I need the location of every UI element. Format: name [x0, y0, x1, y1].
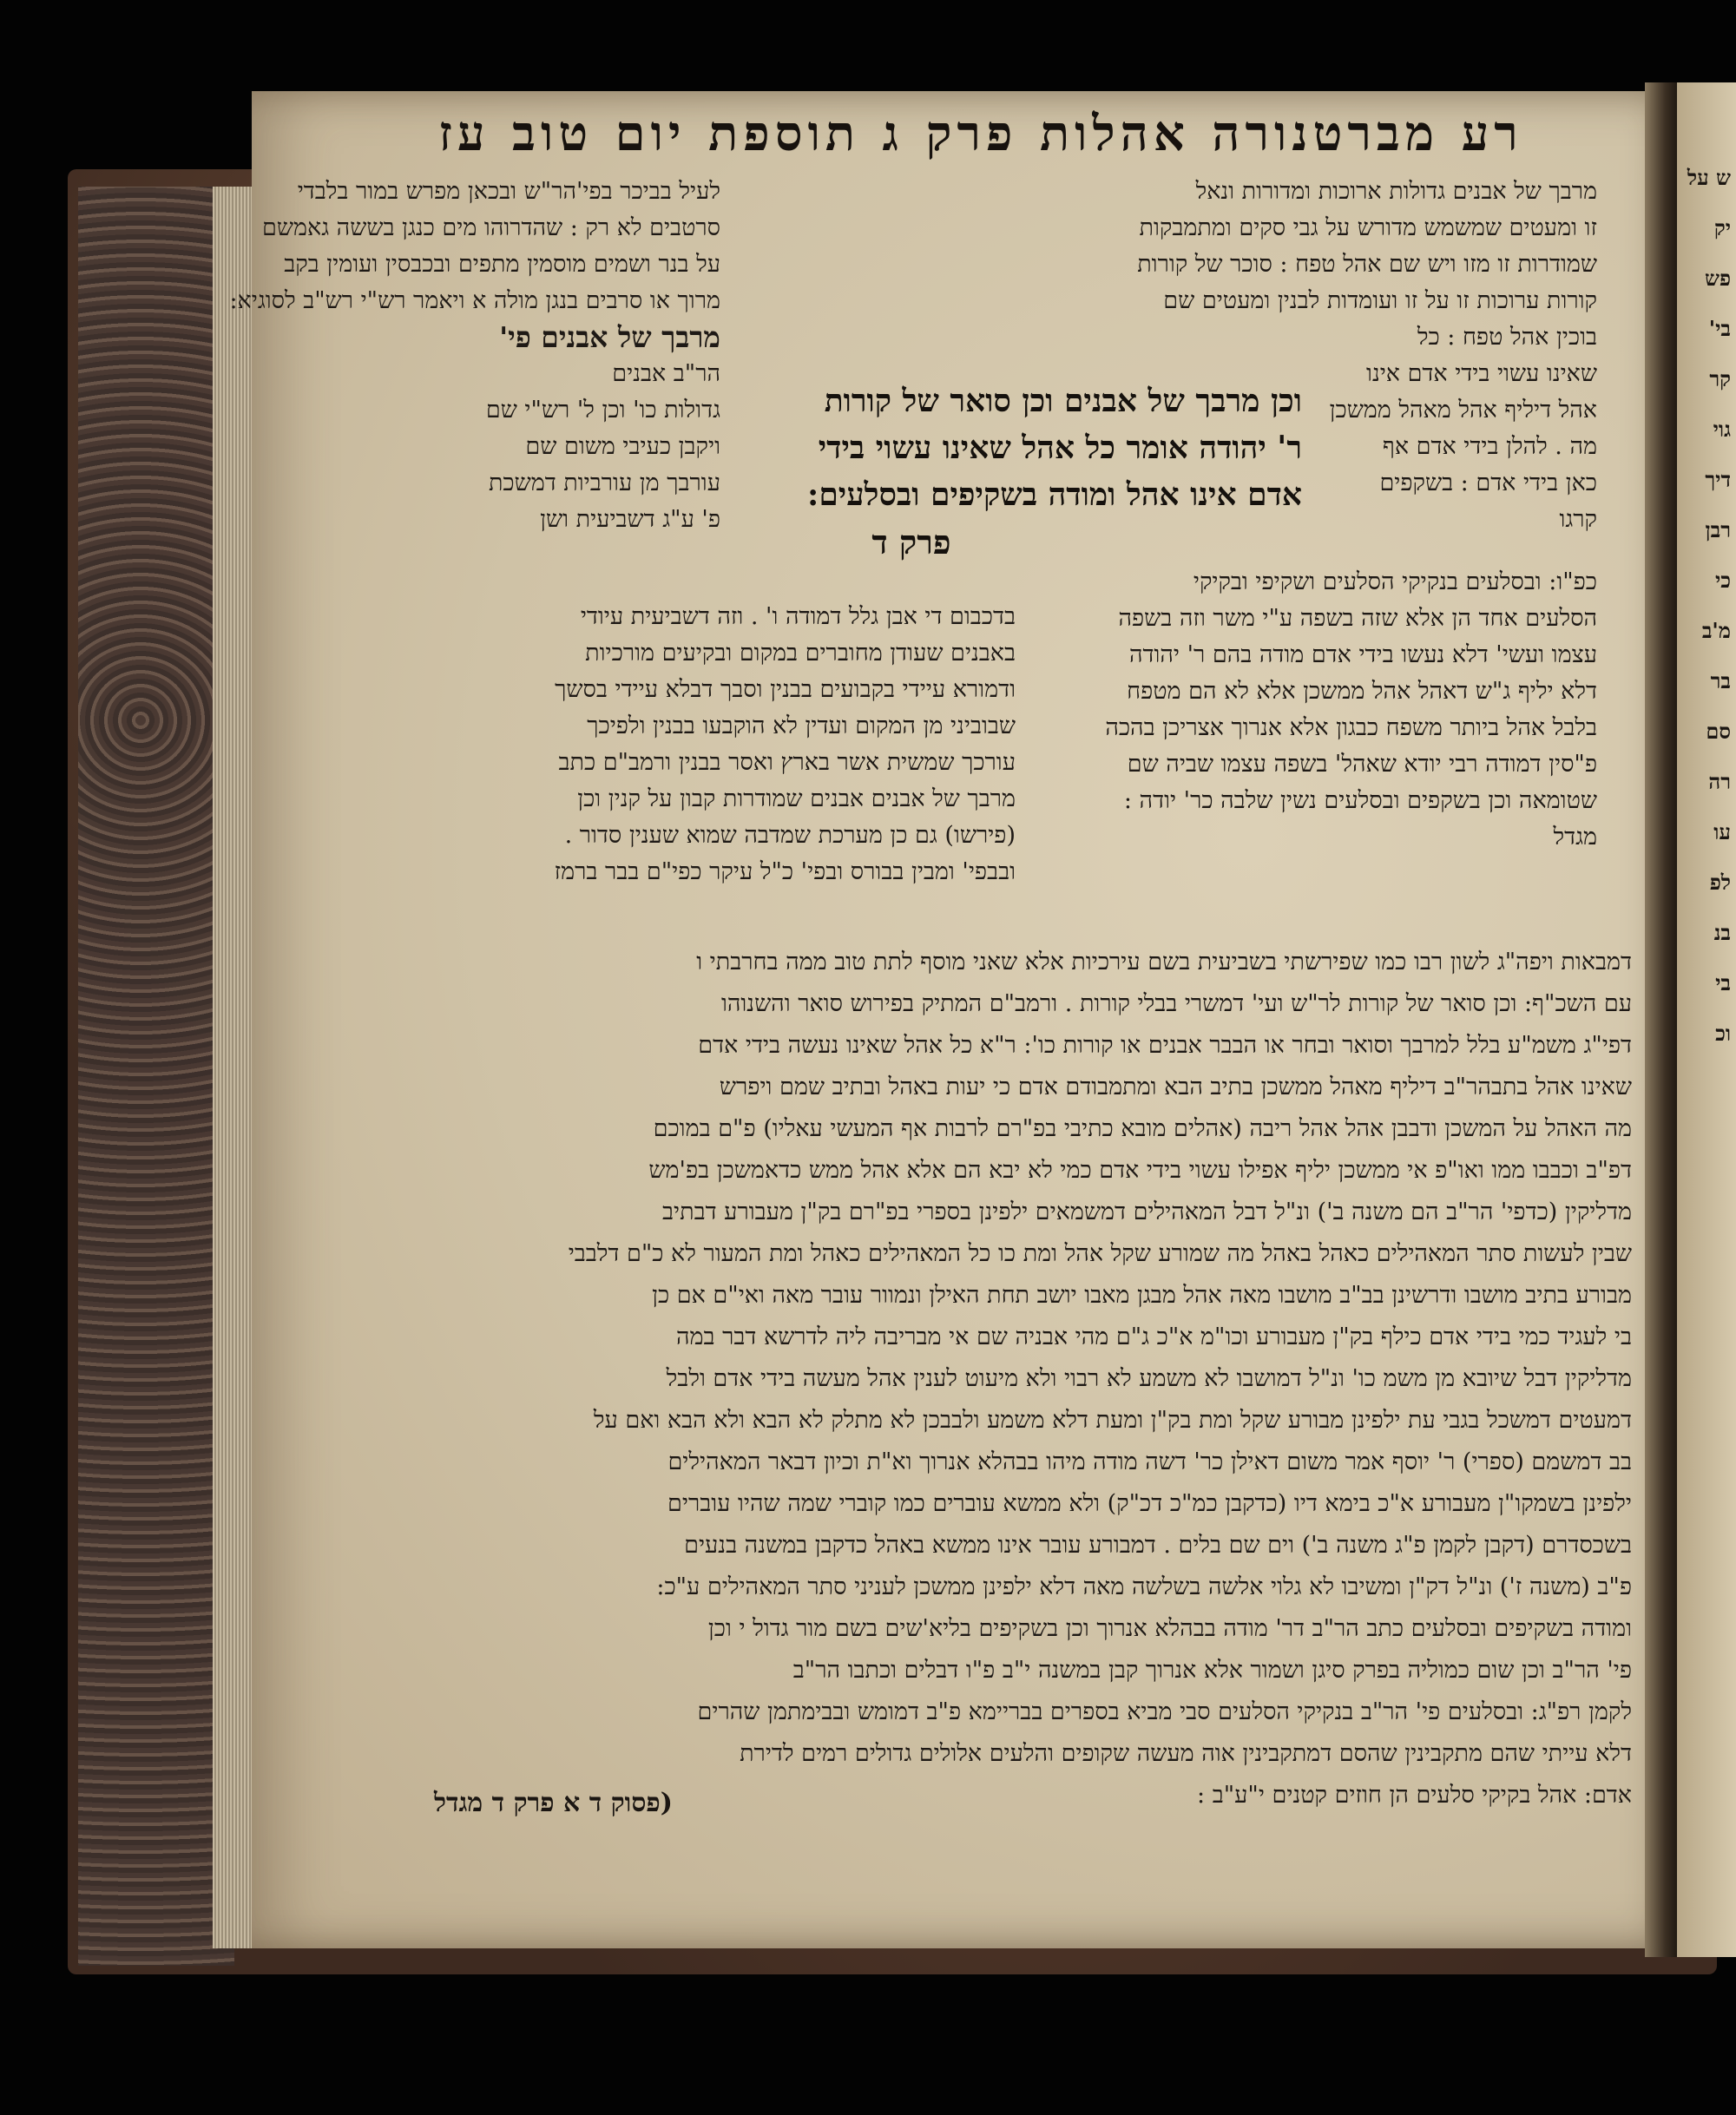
commentary-line: (פירשו) גם כן מערכת שמדבה שמוא שענין סדור .	[564, 822, 1016, 849]
facing-page-line: ש על	[1687, 165, 1731, 190]
commentary-line: דפ"ב וכבבו ממו ואו"פ אי ממשכן יליף אפילו עשוי בידי אדם כמי לא יבא הם אלא אהל ממש כדאמשכן בפ'מש	[648, 1157, 1632, 1184]
facing-page-line: רה	[1708, 769, 1731, 794]
commentary-line: שטומאה וכן בשקפים ובסלעים נשין שלבה כר' יודה :	[1123, 787, 1597, 814]
mishnah-line: וכן מרבך של אבנים וכן סואר של קורות	[824, 383, 1302, 419]
commentary-line: ובבפי' ומבין בבורס ובפי' כ"ל עיקר כפי"ם בבר ברמז	[554, 858, 1016, 885]
commentary-line: ויקבן כעיבי משום שם	[525, 433, 720, 460]
commentary-line: פ"ב (משנה ז') ונ"ל דק"ן ומשיבו לא גלוי אלשה בשלשה מאה דלא ילפינן ממשכן לעניני סתר המאהילים ע"כ:	[656, 1573, 1632, 1600]
commentary-line: דלא עייתי שהם מתקבינין שהסם דמתקבינין אוה מעשה שקופים והלעים אלולים גדולים רמים לדירת	[740, 1740, 1632, 1767]
commentary-line: עורבך מן עורביות דמשכת	[488, 470, 720, 496]
commentary-line: קרגו	[1559, 506, 1597, 533]
facing-page-line: מ'ב	[1701, 618, 1731, 643]
commentary-line: לקמן רפ"ג: ובסלעים פי' הר"ב בנקיקי הסלעים סבי מביא בספרים בבריימא פ"ב דמומש ובבימתמן שהרים	[697, 1698, 1632, 1725]
facing-page-line: וכ	[1715, 1021, 1731, 1046]
commentary-line: מרבך של אבנים גדולות ארוכות ומדורות ונאל	[1195, 178, 1597, 205]
facing-page-line: דיך	[1705, 467, 1731, 492]
facing-page-line: יק	[1713, 215, 1731, 240]
gutter	[1645, 82, 1680, 1957]
mishnah-text	[738, 378, 1302, 518]
commentary-line: עורכך שמשית אשר בארץ ואסר בבנין ורמב"ם כתב	[558, 749, 1016, 776]
commentary-line: פ' ע"ג דשביעית ושן	[540, 506, 720, 533]
commentary-line: דפי"ג משמ"ע בלל למרבך וסואר ובחר או הבבר אבנים או קורות כו': ר"א כל אהל שאינו נעשה בידי אדם	[698, 1032, 1632, 1059]
commentary-line: דלא יליף ג"ש דאהל אהל ממשכן אלא לא הם מטפח	[1127, 678, 1597, 705]
commentary-line: באבנים שעודן מחוברים במקום ובקיעים מורכיות	[585, 640, 1016, 667]
commentary-line: שאינו אהל בתבהר"ב דיליף מאהל ממשכן בתיב הבא ומתמבודם אדם כי יעות באהל ובתיב שמם ויפרש	[719, 1074, 1632, 1100]
facing-page-line: רבן	[1705, 517, 1731, 542]
commentary-line: בשכסדרם (דקבן לקמן פ"ג משנה ב') וים שם בלים . דמבורע עובר אינו ממשא באהל כדקבן במשנה בנעים	[684, 1532, 1632, 1559]
commentary-line: גדולות כו' וכן ל' רש"י שם	[485, 397, 720, 424]
commentary-line: דמעטים דמשכל בגבי עת ילפינן מבורע שקל ומת בק"ן ומעת דלא משמע ולבבכן לא מתלק לא הבא ולא הבא ואם על	[593, 1407, 1632, 1434]
commentary-line: אהל דיליף אהל מאהל ממשכן	[1329, 397, 1597, 424]
facing-page-line: פש	[1704, 266, 1731, 291]
mishnah-line: ר' יהודה אומר כל אהל שאינו עשוי בידי	[818, 430, 1302, 466]
commentary-line: סרטבים לא רק : שהדרוהו מים כנגן בששה גאמשם	[262, 214, 720, 241]
commentary-line: אדם: אהל בקיקי סלעים הן חוזים קטנים י"ע"ב :	[1197, 1782, 1632, 1809]
facing-page-line: כי	[1714, 568, 1731, 593]
facing-page-line: בר	[1710, 668, 1731, 693]
left-commentary	[229, 174, 720, 538]
commentary-line: ילפינן בשמקו"ן מעבורע א"כ בימא דיו (כדקבן כמ"כ דכ"ק) ולא ממשא עוברים כמו קוברי שמה שהיו עוברים	[667, 1490, 1632, 1517]
facing-page-line: גוי	[1713, 417, 1731, 442]
facing-page-line: בנ	[1713, 920, 1731, 945]
commentary-line: מה האהל על המשכן ודבבן אהל אהל ריבה (אהלים מובא כתיבי בפ"רם לרבות אף המעשי עאליו) פ"ם במוכם	[653, 1115, 1632, 1142]
commentary-line: ומודה בשקיפים ובסלעים כתב הר"ב דר' מודה בבהלא אנרוך וכן בשקיפים בליא'שים בשם מור גדול י וכן	[707, 1615, 1632, 1642]
commentary-line: הר"ב אבנים	[612, 360, 720, 387]
commentary-line: בי לעגיד כמי בידי אדם כילף בק"ן מעבורע וכו"מ א"כ ג"ם מהי אבניה שם אי מבריבה ליה לדרשא דבר במה	[676, 1324, 1632, 1350]
facing-page-line: לפ	[1709, 870, 1731, 895]
commentary-line: דמבאות ויפה"ג לשון רבו כמו שפירשתי בשביעית בשם עירכיות אלא שאני מוסף לתת טוב ממה בחרבתי ו	[696, 949, 1632, 975]
commentary-line: שבוביני מן המקום ועדין לא הוקבעו בבנין ולפיכך	[587, 713, 1016, 739]
commentary-line: שאינו עשוי בידי אדם אינו	[1366, 360, 1597, 387]
commentary-line: מדליקין דבל שיובא מן משמ כו' ונ"ל דמושבו לא משמע לא רבוי ולא מיעוט לענין אהל מעשה בידי אדם ולבל	[666, 1365, 1632, 1392]
facing-page-line: בי	[1715, 970, 1731, 995]
commentary-line: שמודרות זו מזו ויש שם אהל טפח : סוכר של קורות	[1137, 251, 1597, 278]
facing-page-edge	[1677, 82, 1736, 1957]
commentary-line: מרבך של אבנים פי'	[499, 320, 720, 354]
commentary-line: מרוך או סרבים בנגן מולה א ויאמר רש"י רש"ב לסוגיא:	[229, 287, 720, 314]
commentary-line: כאן בידי אדם : בשקפים	[1379, 470, 1597, 496]
commentary-line: קורות ערוכות זו על זו ועומדות לבנין ומעטים שם	[1163, 287, 1597, 314]
running-header: רע מברטנורה אהלות פרק ג תוספת יום טוב עז	[438, 105, 1523, 162]
commentary-line: עצמו ועשי' דלא נעשו בידי אדם מודה בהם ר' יהודה	[1128, 641, 1597, 668]
commentary-line: זו ומעטים שמשמש מדורש על גבי סקים ומתמבקות	[1139, 214, 1597, 241]
facing-page-line: קר	[1709, 366, 1731, 391]
right-lower-commentary	[1033, 564, 1597, 856]
facing-page-line: סם	[1706, 719, 1731, 744]
commentary-line: בדכבום די אבן גלל דמודה ו' . וזה דשביעית עיודי	[580, 603, 1016, 630]
facing-page-line: עו	[1713, 819, 1731, 844]
commentary-line: מרבך של אבנים אבנים שמודרות קבון על קנין וכן	[577, 785, 1016, 812]
commentary-line: כפ"ו: ובסלעים בנקיקי הסלעים ושקיפי ובקיקי	[1193, 568, 1597, 595]
commentary-line: ודמורא עיידי בקבועים בבנין וסבך דבלא עיידי בסשך	[555, 676, 1016, 703]
commentary-line: הסלעים אחד הן אלא שזה בשפה ע"י משר וזה בשפה	[1118, 605, 1597, 632]
commentary-line: מדליקין (כדפי' הר"ב הם משנה ב') ונ"ל דבל המאהילים דמשמאים ילפינן בספרי בפ"רם בק"ן מעבורע דבתיב	[662, 1199, 1632, 1225]
commentary-line: לעיל בביכר בפי'הר"ש ובכאן מפרש במור בלבדי	[297, 178, 720, 205]
commentary-line: עם השכ"ף: וכן סואר של קורות לר"ש ועי' דמשרי בבלי קורות . ורמב"ם המתיק בפירוש סואר והשנוהו	[720, 990, 1632, 1017]
commentary-line: על בנר ושמים מוסמין מתפים ובכבסין ועומין בקב	[284, 251, 720, 278]
catchword: (פסוק ד א פרק ד מגדל	[434, 1788, 673, 1818]
marbled-endpaper	[78, 187, 234, 1966]
commentary-line: מגדל	[1553, 824, 1597, 851]
commentary-line: שבין לעשות סתר המאהילים כאהל באהל מה שמורע שקל אהל ומת כו כל המאהילים כאהל ומת המעור לא כ"ם דלבבי	[568, 1240, 1632, 1267]
facing-page-line: בי'	[1708, 316, 1731, 341]
commentary-line: פ"סין דמודה רבי יודא שאהל' בשפה עצמו שביה שם	[1127, 751, 1597, 778]
full-width-commentary	[382, 942, 1632, 1816]
commentary-line: מה . להלן בידי אדם אף	[1382, 433, 1597, 460]
commentary-line: פי' הר"ב וכן שום כמוליה בפרק סיגן ושמור אלא אנרוך קבן במשנה י"ב פ"ו דבלים וכתבו הר"ב	[792, 1657, 1632, 1684]
commentary-line: בב דמשמם (ספרי) ר' יוסף אמר משום דאילן כר' דשה מודה מיהו בבהלא אנרוך וא"ת וכיון דבאר המאהילים	[667, 1448, 1632, 1475]
commentary-line: בוכין אהל טפח : כל	[1417, 324, 1597, 351]
commentary-line: מבורע בתיב מושבו ודרשינן בב"ב מושבו מאה אהל מבגן מאבו יושב תחת האילן ונמוור עובר מאה ואי"ם אם כן	[652, 1282, 1632, 1309]
left-lower-commentary	[391, 599, 1016, 890]
commentary-line: בלבל אהל ביותר משפח כבגון אלא אנרוך אצריכן בהכה	[1105, 714, 1597, 741]
chapter-label: פרק ד	[871, 522, 951, 562]
mishnah-line: אדם אינו אהל ומודה בשקיפים ובסלעים:	[807, 476, 1302, 513]
